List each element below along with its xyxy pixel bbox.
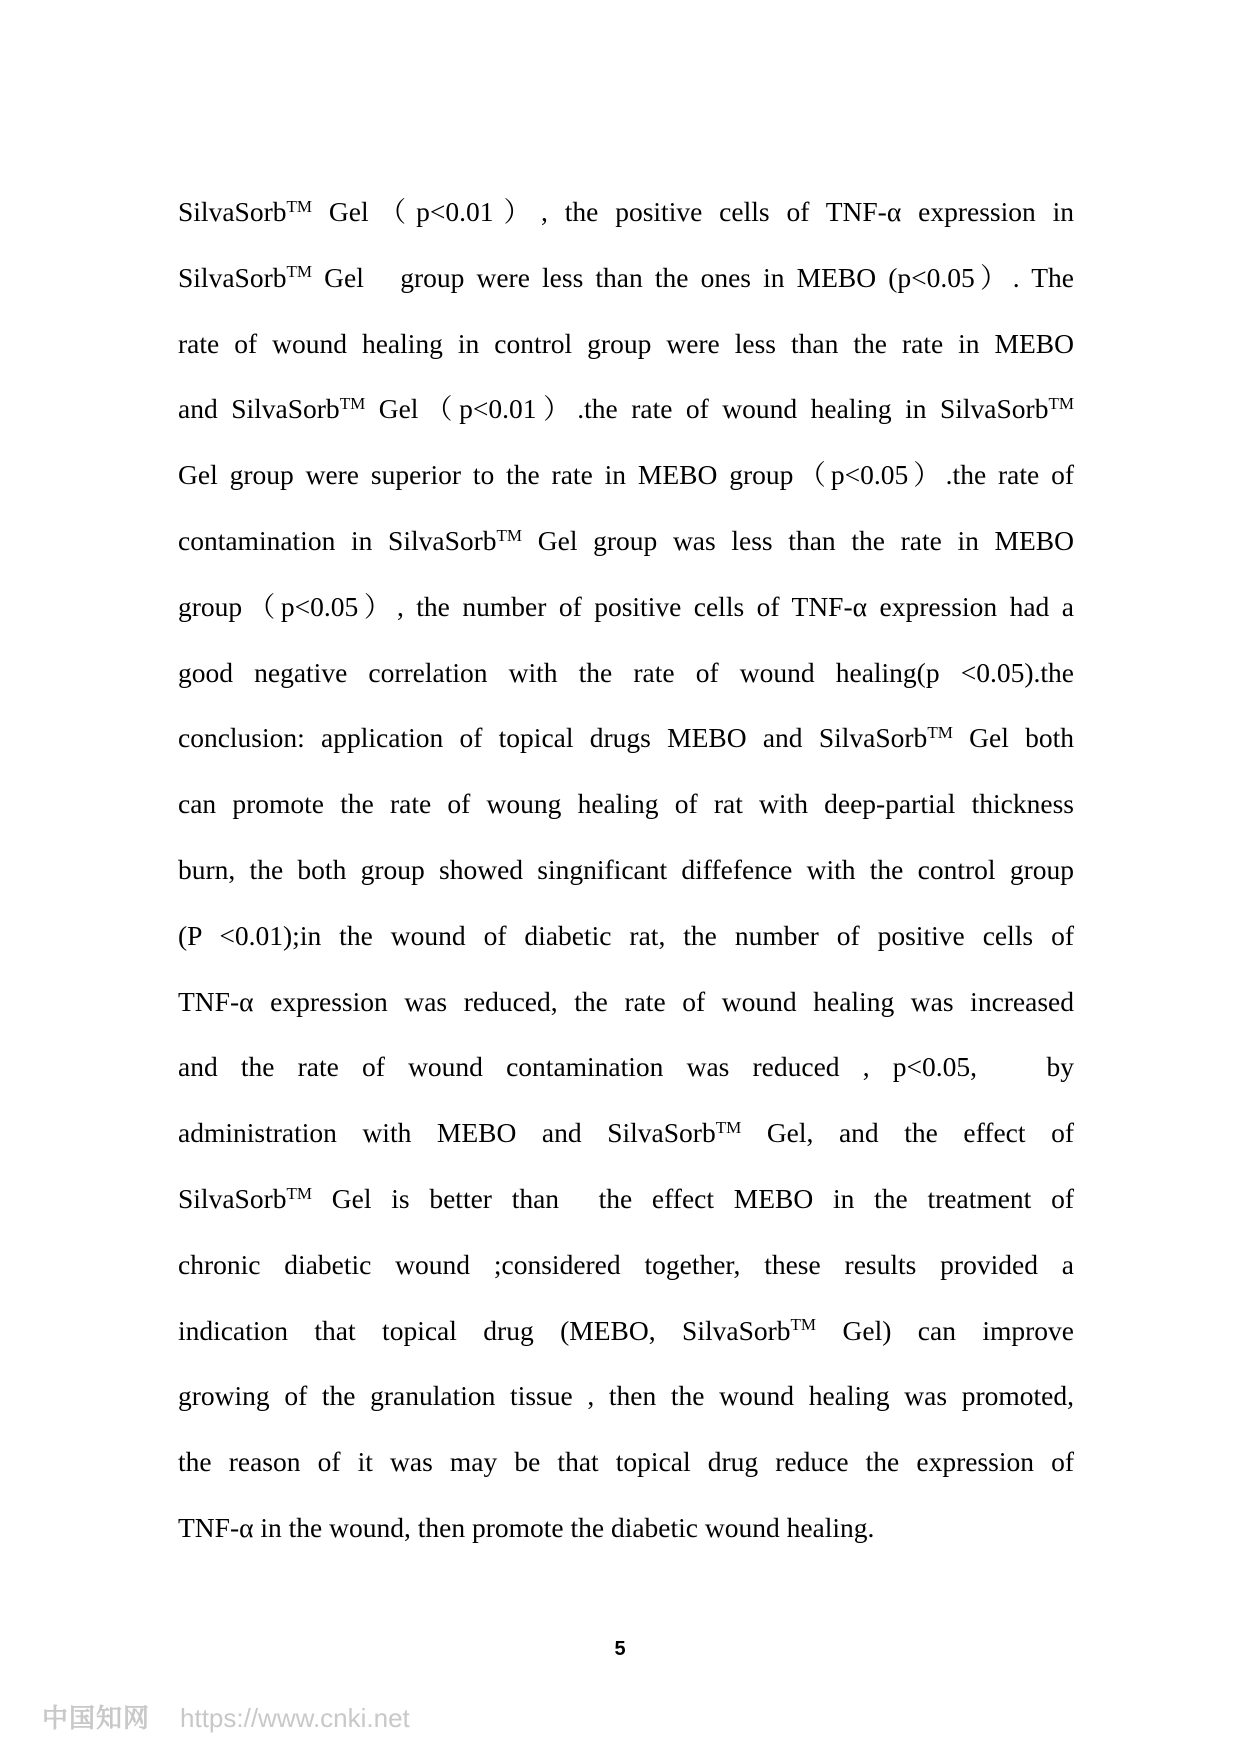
text-line [178, 714, 1074, 780]
text-segment: SilvaSorb [178, 196, 287, 227]
text-line [178, 1307, 1074, 1373]
text-segment: and the rate of wound contamination was reduced , p<0.05, by [178, 1051, 1074, 1083]
text-line [178, 517, 1074, 583]
trademark-superscript: TM [790, 1315, 817, 1335]
trademark-superscript: TM [339, 394, 366, 414]
text-line [178, 385, 1074, 451]
text-segment: administration with MEBO and SilvaSorb [178, 1117, 716, 1149]
text-line [178, 1043, 1074, 1109]
text-segment: indication that topical drug (MEBO, SilvaSorb [178, 1314, 791, 1346]
text-segment: burn, the both group showed singnificant diffefence with the control group [178, 853, 1074, 885]
text-line [178, 1438, 1074, 1504]
text-segment: chronic diabetic wound ;considered together, these results provided a [178, 1248, 1074, 1280]
text-segment: conclusion: application of topical drugs MEBO and SilvaSorb [178, 722, 928, 754]
text-segment: and SilvaSorb [178, 393, 340, 425]
text-line [178, 1504, 1074, 1570]
trademark-superscript: TM [496, 525, 523, 545]
text-segment: Gel) can improve [816, 1314, 1075, 1346]
text-line [178, 583, 1074, 649]
text-segment: growing of the granulation tissue , then the wound healing was promoted, [178, 1380, 1074, 1412]
text-line [178, 1241, 1074, 1307]
text-segment: contamination in SilvaSorb [178, 524, 497, 556]
text-segment: group（p<0.05）, the number of positive cells of TNF-α expression had a [178, 590, 1074, 622]
abstract-body-text [178, 188, 1074, 1570]
text-line [178, 846, 1074, 912]
text-segment: can promote the rate of woung healing of rat with deep-partial thickness [178, 788, 1074, 820]
text-segment: (P <0.01);in the wound of diabetic rat, the number of positive cells of [178, 919, 1074, 951]
trademark-superscript: TM [1048, 394, 1074, 414]
trademark-superscript: TM [286, 196, 313, 216]
text-line [178, 912, 1074, 978]
text-segment: TNF-α in the wound, then promote the diabetic wound healing. [178, 1511, 875, 1543]
cnki-watermark [42, 1698, 410, 1735]
text-line [178, 254, 1074, 320]
trademark-superscript: TM [286, 262, 313, 282]
text-segment: rate of wound healing in control group were less than the rate in MEBO [178, 327, 1074, 359]
text-line [178, 780, 1074, 846]
text-segment: Gel group was less than the rate in MEBO [522, 524, 1074, 556]
text-line [178, 320, 1074, 386]
text-segment: SilvaSorb [178, 261, 287, 293]
text-line [178, 1175, 1074, 1241]
watermark-url: https://www.cnki.net [180, 1703, 410, 1733]
trademark-superscript: TM [286, 1183, 313, 1203]
text-line [178, 1109, 1074, 1175]
text-segment: TNF-α expression was reduced, the rate of wound healing was increased [178, 985, 1074, 1017]
text-segment: Gel group were less than the ones in MEBO (p<0.05）. The [312, 261, 1074, 293]
text-segment: Gel, and the effect of [741, 1117, 1074, 1149]
text-line [178, 649, 1074, 715]
trademark-superscript: TM [715, 1117, 742, 1137]
watermark-logo-text: 中国知网 [42, 1704, 151, 1734]
text-line [178, 978, 1074, 1044]
text-segment: Gel（p<0.01）, the positive cells of TNF-α expression in [312, 196, 1074, 227]
text-line [178, 451, 1074, 517]
text-segment: good negative correlation with the rate of wound healing(p <0.05).the [178, 656, 1074, 688]
text-segment: Gel（p<0.01）.the rate of wound healing in SilvaSorb [365, 393, 1049, 425]
text-segment: Gel is better than the effect MEBO in the treatment of [312, 1182, 1074, 1214]
text-segment: the reason of it was may be that topical drug reduce the expression of [178, 1446, 1074, 1478]
page-number: 5 [614, 1638, 626, 1660]
text-segment: Gel group were superior to the rate in MEBO group（p<0.05）.the rate of [178, 459, 1074, 491]
trademark-superscript: TM [927, 723, 953, 742]
text-line [178, 188, 1074, 254]
text-line [178, 1372, 1074, 1438]
text-segment: SilvaSorb [178, 1182, 287, 1214]
text-segment: Gel both [952, 722, 1074, 754]
